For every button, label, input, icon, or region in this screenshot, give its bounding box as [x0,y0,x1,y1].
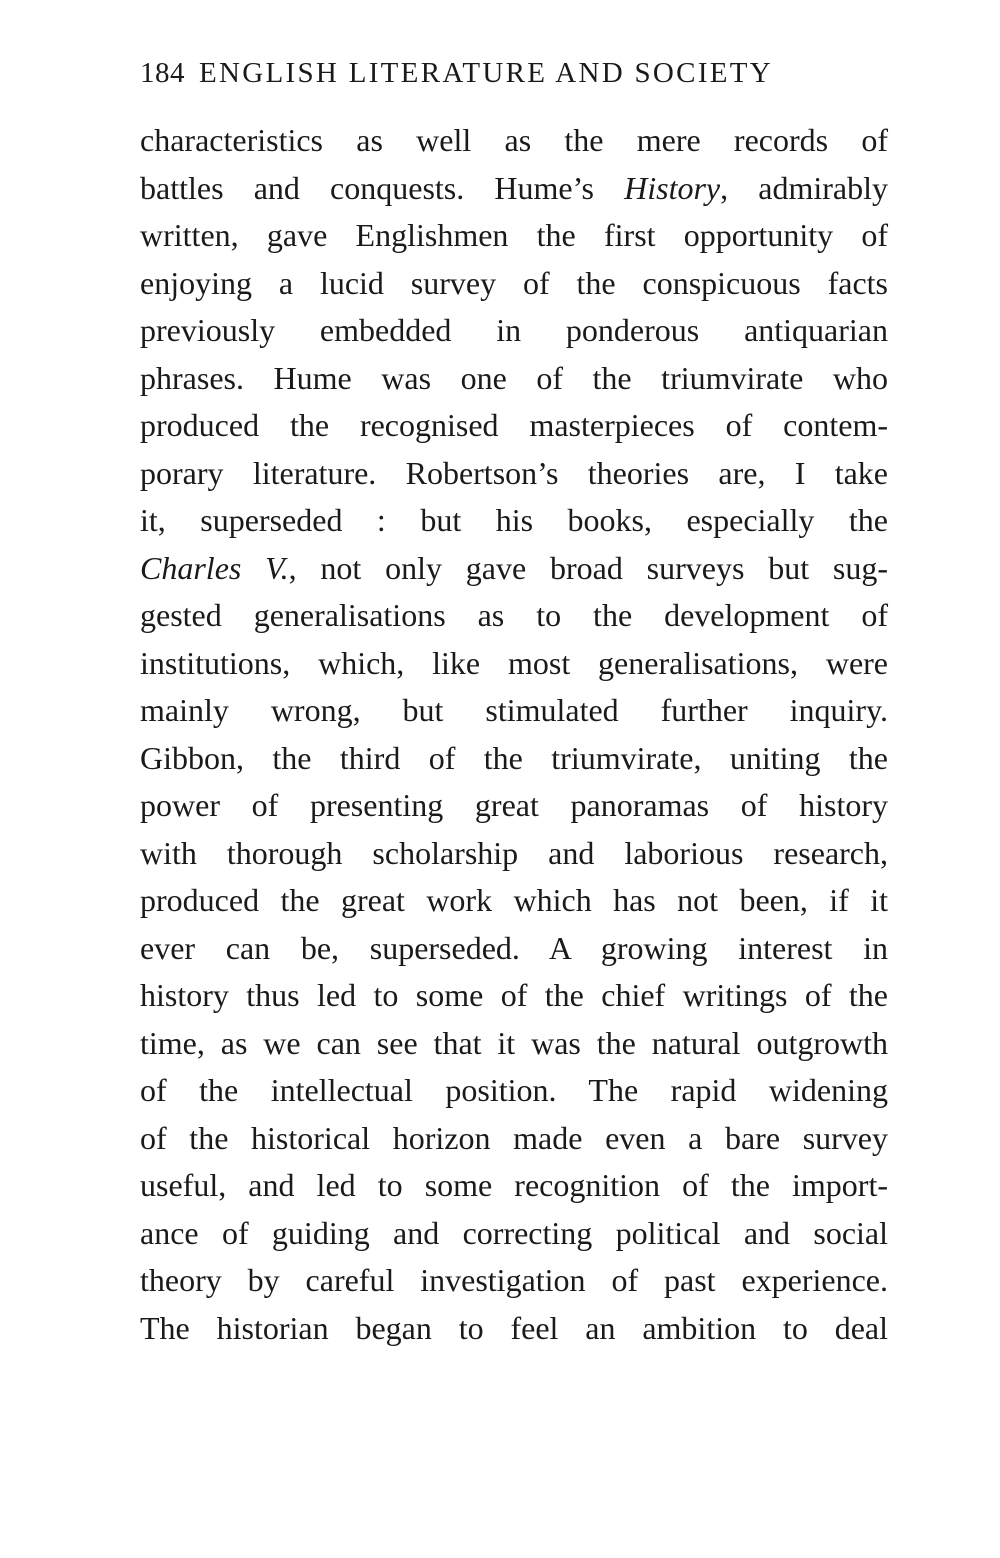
text-line-7: produced the recognised masterpieces of contem- [140,407,888,443]
text-line-11: gested generalisations as to the development of [140,597,888,633]
body-text [140,117,888,1352]
text-line-17: produced the great work which has not been, if it [140,882,888,918]
text-line-2-start: battles and conquests. Hume’s [140,169,625,206]
text-line-26: The historian began to feel an ambition to deal [140,1309,888,1346]
running-head [140,50,888,96]
text-line-3: written, gave Englishmen the first opportunity of [140,217,888,253]
text-line-18: ever can be, superseded. A growing interest in [140,929,888,966]
italic-title-history: History [624,169,721,206]
text-line-13: mainly wrong, but stimulated further inquiry. [140,692,888,728]
text-line-21: of the intellectual position. The rapid widening [140,1072,888,1108]
text-line-25: theory by careful investigation of past experience. [140,1262,888,1298]
text-line-8: porary literature. Robertson’s theories are, I take [140,454,888,491]
text-line-10-end: , not only gave broad surveys but sug- [288,549,889,586]
running-head-title: ENGLISH LITERATURE AND SOCIETY [199,57,774,89]
text-line-2 [140,165,888,213]
text-line-15: power of presenting great panoramas of history [140,787,888,823]
text-line-12: institutions, which, like most generalisations, were [140,644,888,681]
text-line-16: with thorough scholarship and laborious research, [140,834,888,871]
text-line-5: previously embedded in ponderous antiquarian [140,312,888,348]
italic-title-charles-v: Charles V. [140,549,289,586]
text-line-24: ance of guiding and correcting political and social [140,1214,888,1251]
text-line-1: characteristics as well as the mere records of [140,122,888,158]
text-line-10 [140,545,888,593]
page-number: 184 [140,57,185,89]
text-line-23: useful, and led to some recognition of the import- [140,1167,888,1203]
text-line-20: time, as we can see that it was the natural outgrowth [140,1024,888,1061]
text-line-22: of the historical horizon made even a bare survey [140,1119,888,1156]
text-line-2-end: , admirably [720,169,888,206]
text-line-4: enjoying a lucid survey of the conspicuous facts [140,264,888,301]
text-line-9: it, superseded : but his books, especially the [140,502,888,538]
text-line-19: history thus led to some of the chief writings of the [140,977,888,1013]
text-line-6: phrases. Hume was one of the triumvirate who [140,359,888,396]
text-line-14: Gibbon, the third of the triumvirate, uniting the [140,739,888,776]
